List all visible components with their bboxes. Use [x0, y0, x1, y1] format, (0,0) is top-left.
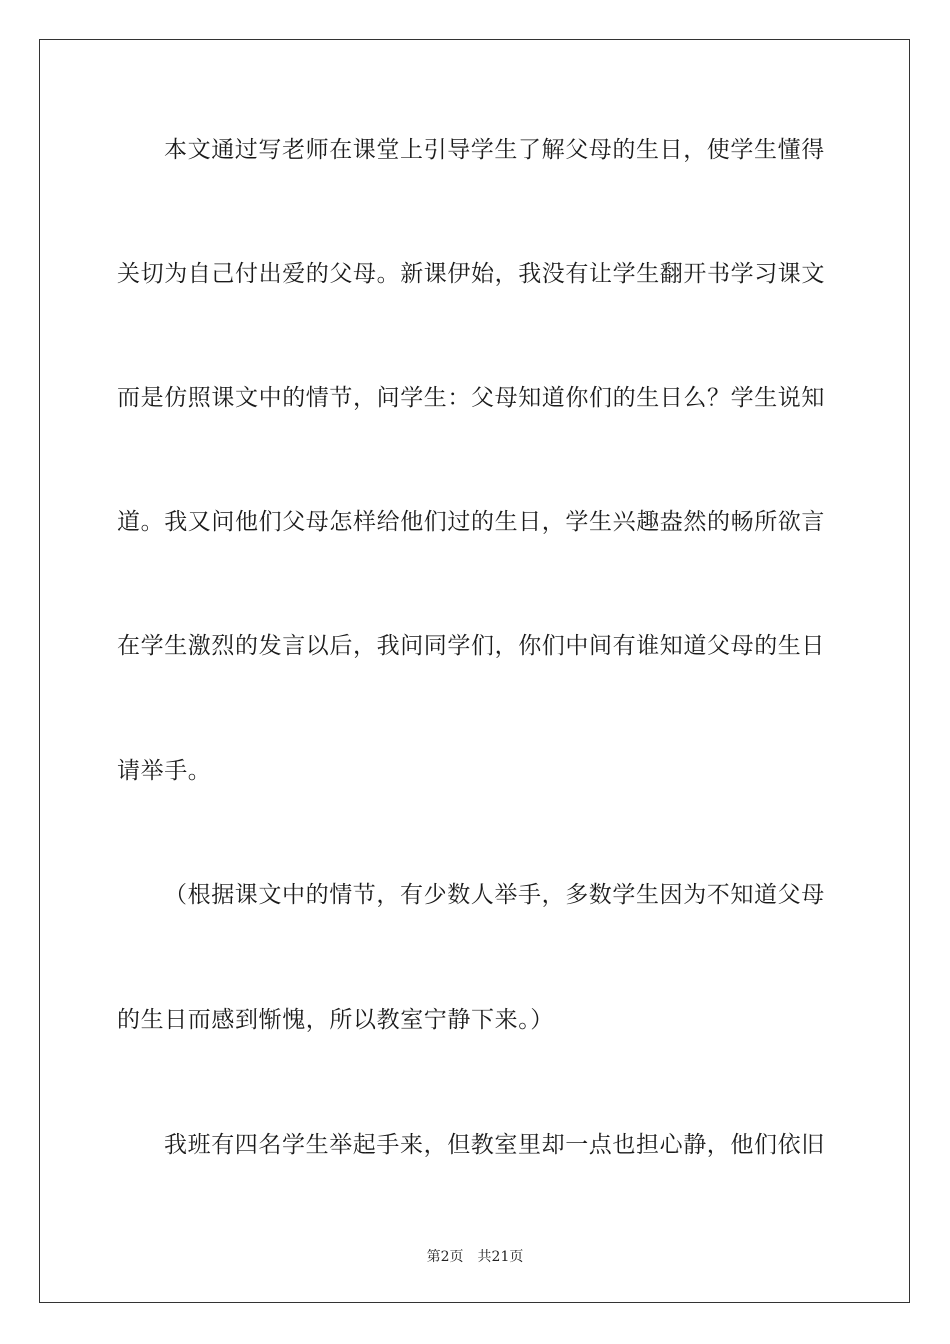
- paragraph-line: 道。我又问他们父母怎样给他们过的生日，学生兴趣盎然的畅所欲言: [117, 509, 825, 535]
- page-footer: [0, 1247, 950, 1267]
- paragraph-line: 我班有四名学生举起手来，但教室里却一点也担心静，他们依旧: [164, 1132, 825, 1158]
- paragraph-line: 请举手。: [117, 758, 212, 784]
- total-pages: 共21页: [477, 1249, 524, 1265]
- page-number: 第2页: [426, 1249, 464, 1265]
- paragraph-line: 而是仿照课文中的情节，问学生：父母知道你们的生日么？学生说知: [117, 385, 825, 411]
- paragraph-line: （根据课文中的情节，有少数人举手，多数学生因为不知道父母: [164, 882, 825, 908]
- paragraph-line: 本文通过写老师在课堂上引导学生了解父母的生日，使学生懂得: [164, 137, 825, 163]
- page-border: [39, 39, 910, 1303]
- paragraph-line: 在学生激烈的发言以后，我问同学们，你们中间有谁知道父母的生日: [117, 633, 825, 659]
- paragraph-line: 的生日而感到惭愧，所以教室宁静下来。）: [117, 1007, 554, 1033]
- paragraph-line: 关切为自己付出爱的父母。新课伊始，我没有让学生翻开书学习课文: [117, 261, 825, 287]
